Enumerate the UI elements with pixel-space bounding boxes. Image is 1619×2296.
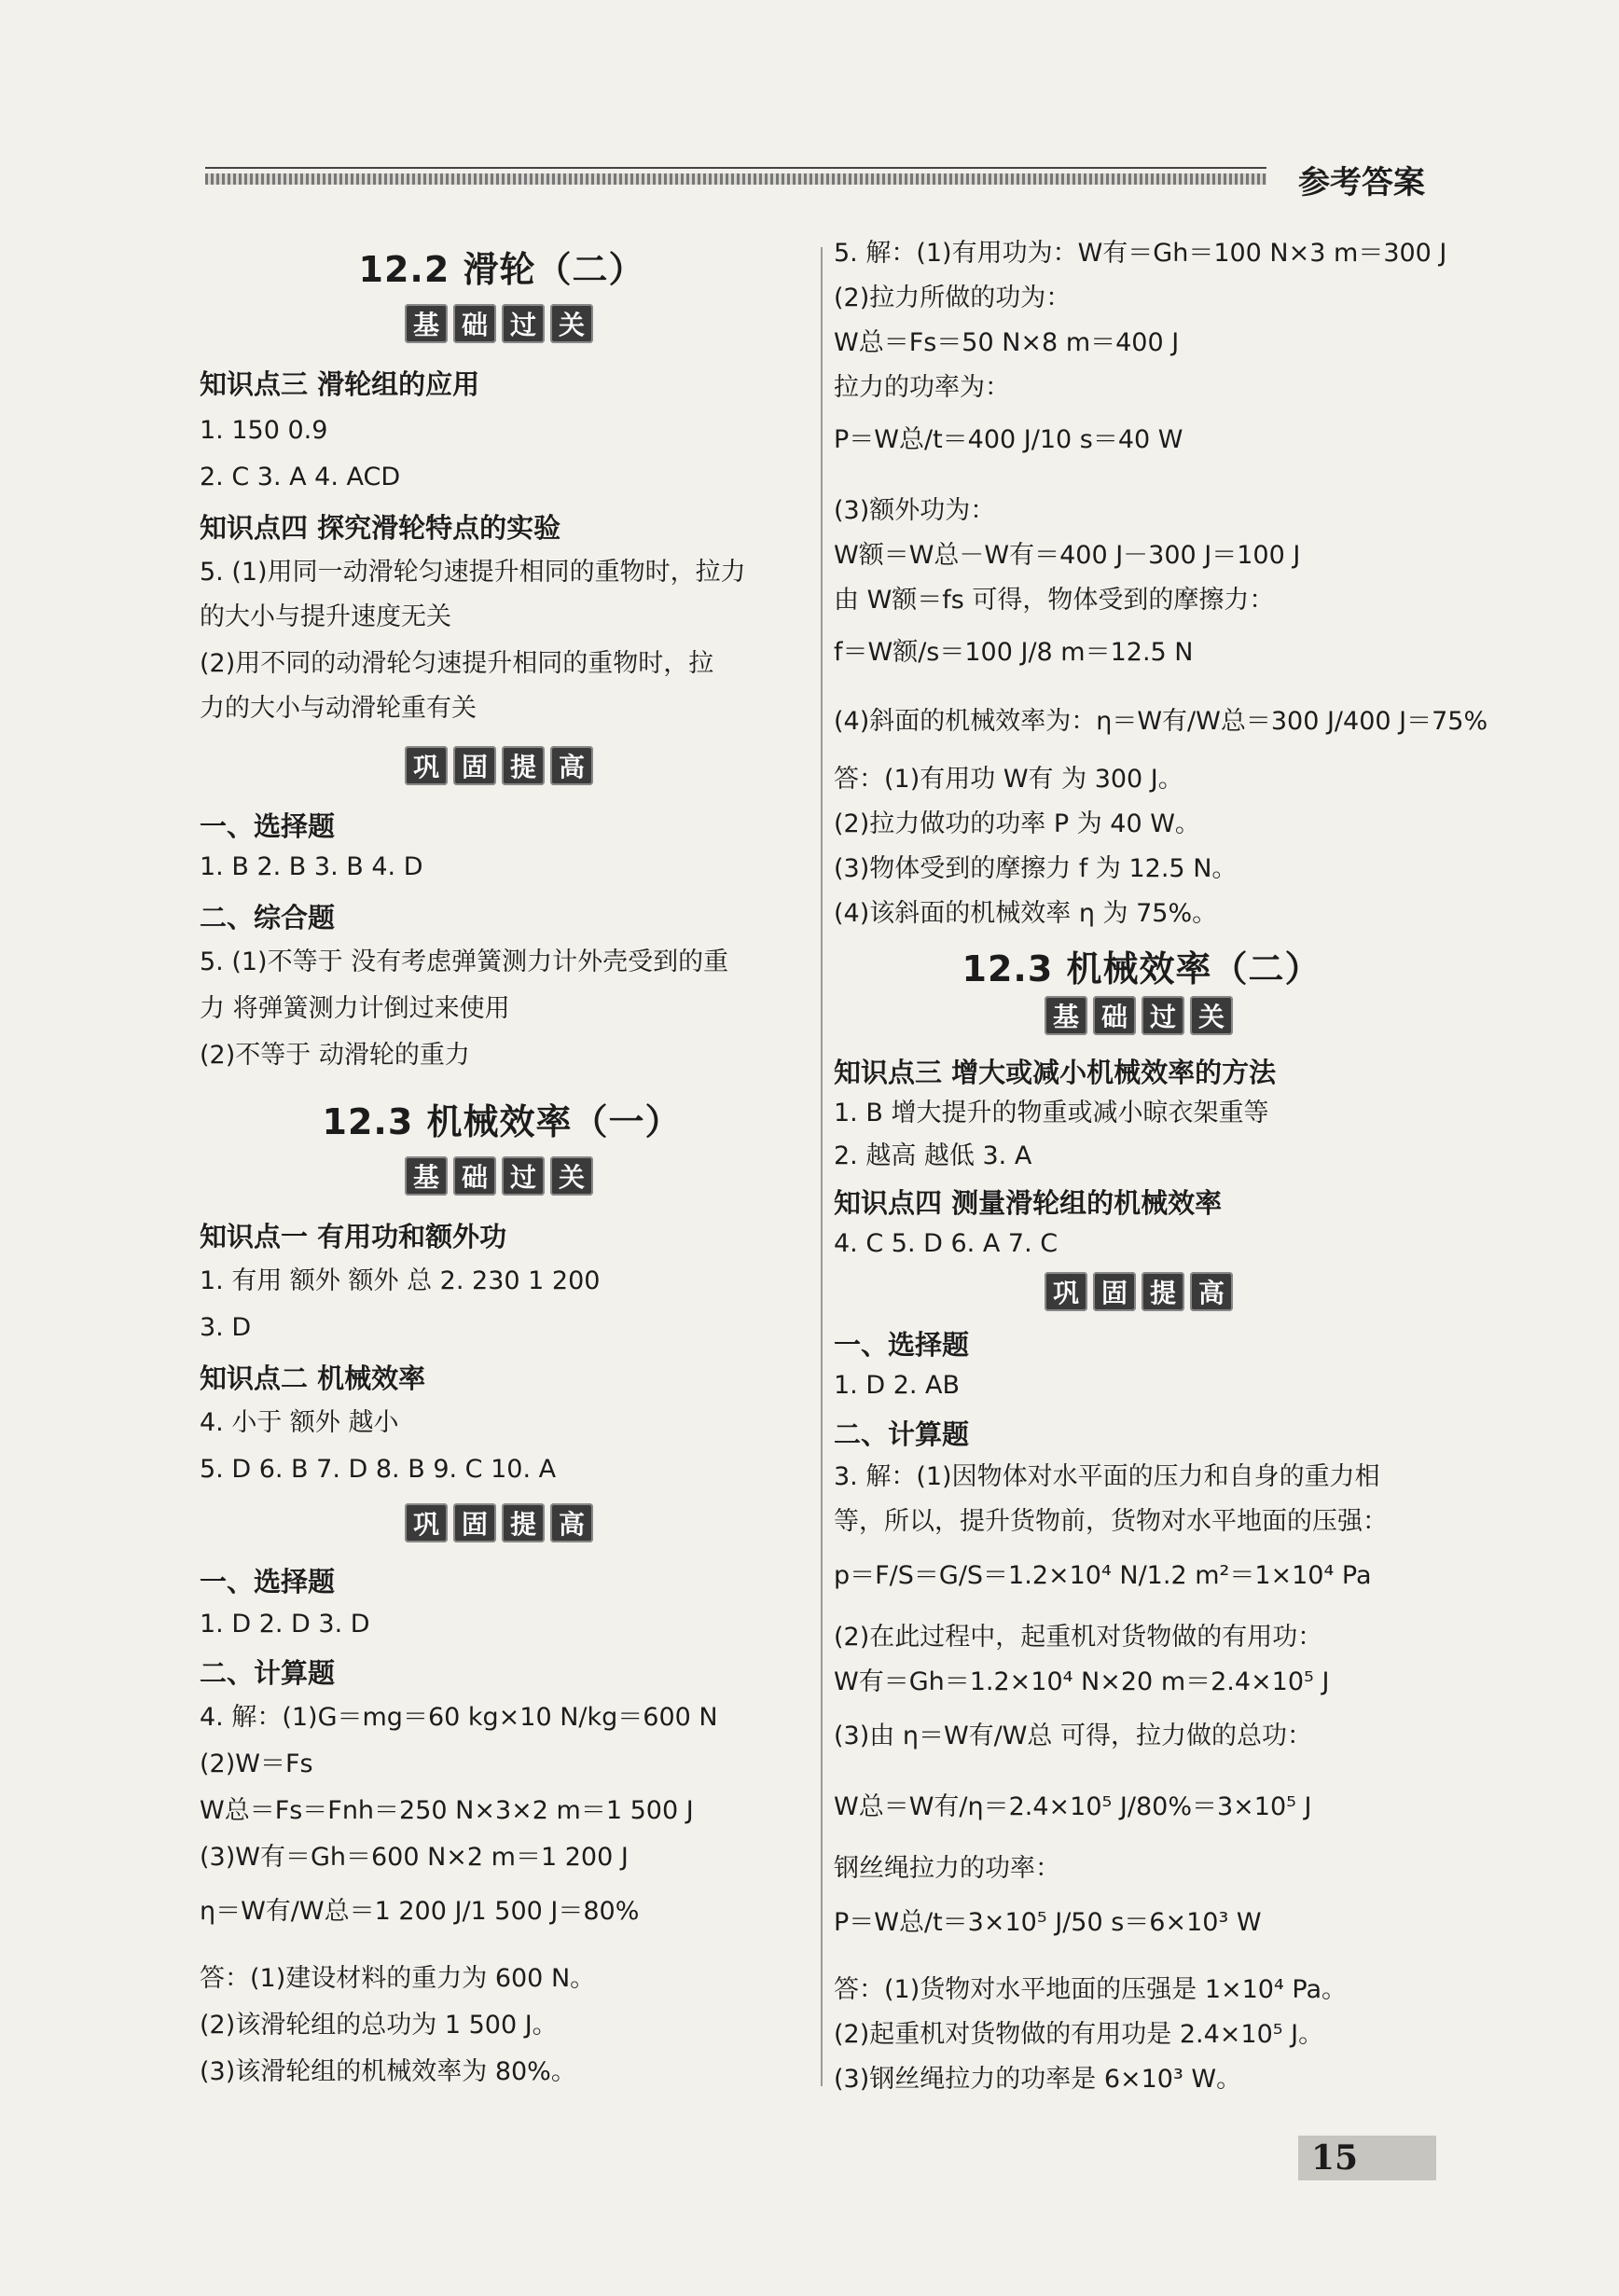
- answer-line: 4. C 5. D 6. A 7. C: [834, 1229, 1059, 1258]
- subsection-heading: 二、综合题: [200, 902, 336, 934]
- answer-line: (2)W＝Fs: [200, 1750, 313, 1778]
- answer-line: P＝W总/t＝3×10⁵ J/50 s＝6×10³ W: [834, 1908, 1262, 1937]
- answer-line: W总＝W有/η＝2.4×10⁵ J/80%＝3×10⁵ J: [834, 1792, 1312, 1821]
- answer-line: 4. 解：(1)G＝mg＝60 kg×10 N/kg＝600 N: [200, 1703, 718, 1732]
- banner-char: 固: [453, 1503, 496, 1542]
- answer-line: (3)W有＝Gh＝600 N×2 m＝1 200 J: [200, 1843, 629, 1872]
- answer-line: (4)该斜面的机械效率 η 为 75%。: [834, 899, 1218, 928]
- answer-line: 5. D 6. B 7. D 8. B 9. C 10. A: [200, 1455, 557, 1484]
- answer-line: P＝W总/t＝400 J/10 s＝40 W: [834, 425, 1183, 454]
- answer-line: 力 将弹簧测力计倒过来使用: [200, 994, 510, 1023]
- banner-char: 巩: [405, 746, 448, 785]
- banner-char: 巩: [405, 1503, 448, 1542]
- banner-char: 础: [453, 1156, 496, 1196]
- banner-char: 过: [502, 1156, 545, 1196]
- section-title: 12.2 滑轮（二）: [358, 249, 645, 290]
- section-banner: [405, 1156, 593, 1196]
- section-banner: [405, 746, 593, 785]
- banner-char: 过: [502, 304, 545, 343]
- answer-line: (3)该滑轮组的机械效率为 80%。: [200, 2057, 576, 2086]
- banner-char: 基: [1045, 996, 1087, 1035]
- banner-char: 巩: [1045, 1272, 1087, 1311]
- banner-char: 提: [502, 1503, 545, 1542]
- answer-line: 1. D 2. D 3. D: [200, 1610, 370, 1639]
- subsection-heading: 一、选择题: [834, 1329, 970, 1361]
- knowledge-point-heading: 知识点一 有用功和额外功: [200, 1221, 507, 1252]
- answer-line: 4. 小于 额外 越小: [200, 1408, 399, 1437]
- banner-char: 础: [453, 304, 496, 343]
- banner-char: 关: [550, 1156, 593, 1196]
- subsection-heading: 一、选择题: [200, 810, 336, 842]
- header-rule: [205, 173, 1266, 185]
- subsection-heading: 一、选择题: [200, 1566, 336, 1598]
- banner-char: 固: [453, 746, 496, 785]
- section-banner: [1045, 1272, 1233, 1311]
- banner-char: 础: [1093, 996, 1136, 1035]
- banner-char: 提: [1142, 1272, 1184, 1311]
- answer-line: 3. 解：(1)因物体对水平面的压力和自身的重力相: [834, 1462, 1380, 1491]
- answer-line: f＝W额/s＝100 J/8 m＝12.5 N: [834, 638, 1194, 667]
- banner-char: 基: [405, 304, 448, 343]
- answer-line: 拉力的功率为：: [834, 373, 1010, 402]
- answer-line: 1. B 2. B 3. B 4. D: [200, 852, 423, 881]
- answer-line: (2)拉力做功的功率 P 为 40 W。: [834, 809, 1200, 838]
- subsection-heading: 二、计算题: [200, 1657, 336, 1689]
- answer-line: 1. 有用 额外 额外 总 2. 230 1 200: [200, 1266, 601, 1295]
- answer-line: 1. D 2. AB: [834, 1371, 961, 1400]
- answer-line: (3)额外功为：: [834, 496, 996, 525]
- answer-line: W额＝W总－W有＝400 J－300 J＝100 J: [834, 541, 1301, 570]
- answer-line: p＝F/S＝G/S＝1.2×10⁴ N/1.2 m²＝1×10⁴ Pa: [834, 1561, 1372, 1590]
- answer-line: (2)起重机对货物做的有用功是 2.4×10⁵ J。: [834, 2020, 1324, 2049]
- answer-line: (2)不等于 动滑轮的重力: [200, 1041, 470, 1070]
- answer-line: (2)该滑轮组的总功为 1 500 J。: [200, 2011, 558, 2040]
- answer-line: 答：(1)有用功 W有 为 300 J。: [834, 765, 1183, 794]
- section-banner: [405, 1503, 593, 1542]
- answer-line: 3. D: [200, 1313, 252, 1342]
- answer-line: (2)在此过程中，起重机对货物做的有用功：: [834, 1623, 1323, 1652]
- knowledge-point-heading: 知识点四 探究滑轮特点的实验: [200, 512, 561, 544]
- section-title: 12.3 机械效率（一）: [322, 1101, 682, 1142]
- banner-char: 高: [550, 1503, 593, 1542]
- answer-line: 5. 解：(1)有用功为：W有＝Gh＝100 N×3 m＝300 J: [834, 239, 1447, 268]
- answer-line: 2. 越高 越低 3. A: [834, 1141, 1032, 1170]
- answer-line: 答：(1)建设材料的重力为 600 N。: [200, 1964, 596, 1993]
- answer-line: 1. 150 0.9: [200, 416, 328, 445]
- answer-line: 力的大小与动滑轮重有关: [200, 694, 477, 723]
- banner-char: 过: [1142, 996, 1184, 1035]
- banner-char: 关: [550, 304, 593, 343]
- answer-line: W总＝Fs＝50 N×8 m＝400 J: [834, 328, 1180, 357]
- knowledge-point-heading: 知识点三 滑轮组的应用: [200, 368, 480, 400]
- answer-line: (2)用不同的动滑轮匀速提升相同的重物时，拉: [200, 649, 714, 678]
- column-divider: [821, 247, 823, 2086]
- section-title: 12.3 机械效率（二）: [962, 948, 1321, 989]
- knowledge-point-heading: 知识点三 增大或减小机械效率的方法: [834, 1057, 1277, 1088]
- section-banner: [1045, 996, 1233, 1035]
- answer-line: (3)钢丝绳拉力的功率是 6×10³ W。: [834, 2065, 1242, 2094]
- banner-char: 高: [550, 746, 593, 785]
- header-label: 参考答案: [1298, 164, 1425, 201]
- answer-line: 答：(1)货物对水平地面的压强是 1×10⁴ Pa。: [834, 1975, 1348, 2004]
- answer-line: (3)由 η＝W有/W总 可得，拉力做的总功：: [834, 1722, 1313, 1750]
- answer-line: (4)斜面的机械效率为：η＝W有/W总＝300 J/400 J＝75%: [834, 707, 1488, 736]
- answer-line: 的大小与提升速度无关: [200, 602, 451, 631]
- answer-line: 由 W额＝fs 可得，物体受到的摩擦力：: [834, 586, 1275, 615]
- answer-line: 5. (1)不等于 没有考虑弹簧测力计外壳受到的重: [200, 947, 729, 976]
- answer-line: 5. (1)用同一动滑轮匀速提升相同的重物时，拉力: [200, 558, 746, 587]
- banner-char: 关: [1190, 996, 1233, 1035]
- answer-line: W有＝Gh＝1.2×10⁴ N×20 m＝2.4×10⁵ J: [834, 1667, 1330, 1696]
- banner-char: 固: [1093, 1272, 1136, 1311]
- page-number: 15: [1298, 2136, 1436, 2180]
- banner-char: 提: [502, 746, 545, 785]
- knowledge-point-heading: 知识点二 机械效率: [200, 1362, 426, 1394]
- banner-char: 高: [1190, 1272, 1233, 1311]
- knowledge-point-heading: 知识点四 测量滑轮组的机械效率: [834, 1187, 1223, 1219]
- answer-line: 钢丝绳拉力的功率：: [834, 1854, 1060, 1883]
- subsection-heading: 二、计算题: [834, 1418, 970, 1450]
- answer-line: 等，所以，提升货物前，货物对水平地面的压强：: [834, 1507, 1388, 1536]
- answer-line: 2. C 3. A 4. ACD: [200, 463, 401, 491]
- banner-char: 基: [405, 1156, 448, 1196]
- answer-line: W总＝Fs＝Fnh＝250 N×3×2 m＝1 500 J: [200, 1796, 694, 1825]
- answer-line: η＝W有/W总＝1 200 J/1 500 J＝80%: [200, 1897, 640, 1926]
- answer-line: (3)物体受到的摩擦力 f 为 12.5 N。: [834, 854, 1238, 883]
- answer-line: (2)拉力所做的功为：: [834, 284, 1072, 312]
- section-banner: [405, 304, 593, 343]
- answer-line: 1. B 增大提升的物重或减小晾衣架重等: [834, 1099, 1269, 1127]
